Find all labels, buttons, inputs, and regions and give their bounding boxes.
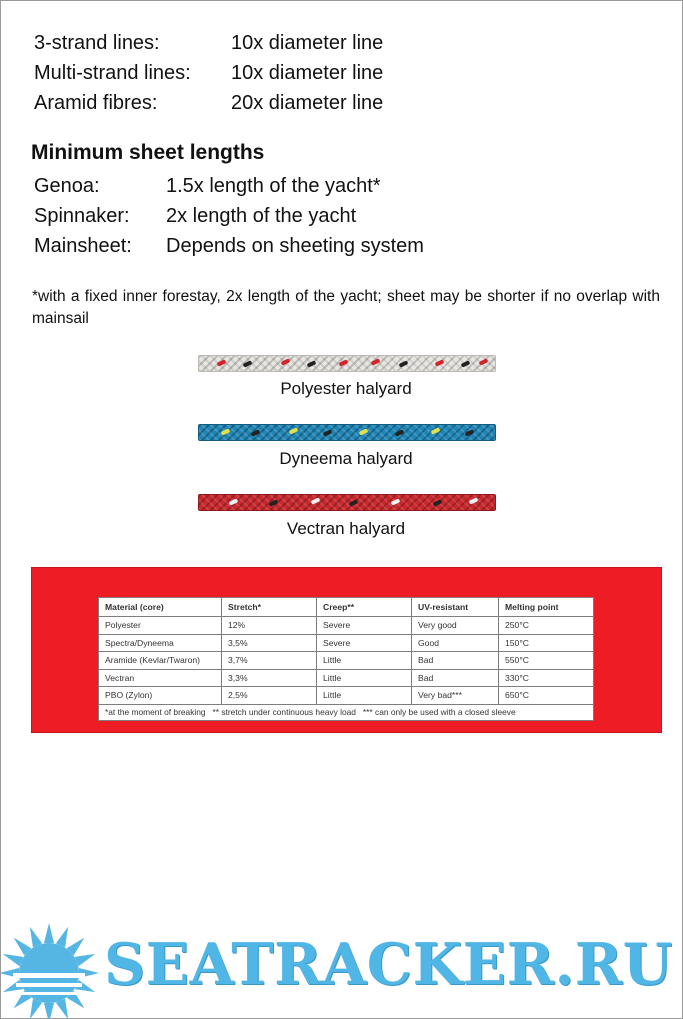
table-cell: Severe — [317, 634, 412, 652]
sheet-length: Depends on sheeting system — [166, 235, 424, 257]
table-cell: Polyester — [99, 617, 222, 635]
sheet-row — [34, 231, 424, 261]
table-cell: 250°C — [499, 617, 594, 635]
column-header: Creep** — [317, 598, 412, 617]
table-row — [99, 634, 594, 652]
table-cell: 650°C — [499, 687, 594, 705]
column-header: Melting point — [499, 598, 594, 617]
table-cell: Very good — [412, 617, 499, 635]
site-logo-text: SEATRACKER.RU — [104, 931, 673, 998]
table-cell: 550°C — [499, 652, 594, 670]
column-header: Stretch* — [222, 598, 317, 617]
polyester-caption: Polyester halyard — [280, 379, 412, 398]
sheet-lengths-table — [34, 171, 424, 261]
table-cell: Little — [317, 687, 412, 705]
table-cell: PBO (Zylon) — [99, 687, 222, 705]
ratio-value: 10x diameter line — [231, 62, 384, 84]
table-cell: 150°C — [499, 634, 594, 652]
table-cell: 3,3% — [222, 669, 317, 687]
table-cell: Spectra/Dyneema — [99, 634, 222, 652]
table-cell: Vectran — [99, 669, 222, 687]
sheet-row — [34, 201, 424, 231]
table-footnote-row — [99, 704, 594, 720]
sheet-footnote: *with a fixed inner forestay, 2x length of the yacht; sheet may be shorter if no overlap with mainsail — [32, 288, 660, 327]
table-cell: 3,7% — [222, 652, 317, 670]
column-header: Material (core) — [99, 598, 222, 617]
line-type: Aramid fibres: — [34, 92, 158, 114]
line-type: 3-strand lines: — [34, 32, 160, 54]
sheet-lengths-heading: Minimum sheet lengths — [31, 141, 265, 164]
table-cell: Little — [317, 669, 412, 687]
table-cell: Bad — [412, 669, 499, 687]
table-footnote: *at the moment of breaking ** stretch under continuous heavy load *** can only be used with a closed sleeve — [99, 704, 594, 720]
dyneema-caption: Dyneema halyard — [279, 449, 413, 468]
sheet-length: 2x length of the yacht — [166, 205, 357, 227]
table-cell: Very bad*** — [412, 687, 499, 705]
sheet-name: Mainsheet: — [34, 235, 132, 257]
table-row — [99, 652, 594, 670]
ratio-value: 20x diameter line — [231, 92, 384, 114]
table-cell: 2,5% — [222, 687, 317, 705]
vectran-caption: Vectran halyard — [286, 519, 406, 538]
fibre-properties-table — [98, 597, 594, 721]
table-cell: 330°C — [499, 669, 594, 687]
sheet-name: Genoa: — [34, 175, 100, 197]
line-type: Multi-strand lines: — [34, 62, 191, 84]
table-cell: 12% — [222, 617, 317, 635]
fibre-properties-panel — [31, 567, 662, 733]
table-cell: Good — [412, 634, 499, 652]
ratio-row — [34, 28, 383, 58]
table-row — [99, 617, 594, 635]
ratio-value: 10x diameter line — [231, 32, 384, 54]
polyester-rope-image — [198, 355, 496, 372]
bend-ratio-table — [34, 28, 383, 118]
table-cell: Little — [317, 652, 412, 670]
sheet-length: 1.5x length of the yacht* — [166, 175, 381, 197]
ratio-row — [34, 88, 383, 118]
ratio-row — [34, 58, 383, 88]
vectran-rope-image — [198, 494, 496, 511]
sheet-row — [34, 171, 424, 201]
column-header: UV-resistant — [412, 598, 499, 617]
table-header-row — [99, 598, 594, 617]
table-cell: Bad — [412, 652, 499, 670]
table-cell: 3,5% — [222, 634, 317, 652]
table-cell: Severe — [317, 617, 412, 635]
sheet-name: Spinnaker: — [34, 205, 130, 227]
table-row — [99, 687, 594, 705]
table-cell: Aramide (Kevlar/Twaron) — [99, 652, 222, 670]
table-row — [99, 669, 594, 687]
dyneema-rope-image — [198, 424, 496, 441]
